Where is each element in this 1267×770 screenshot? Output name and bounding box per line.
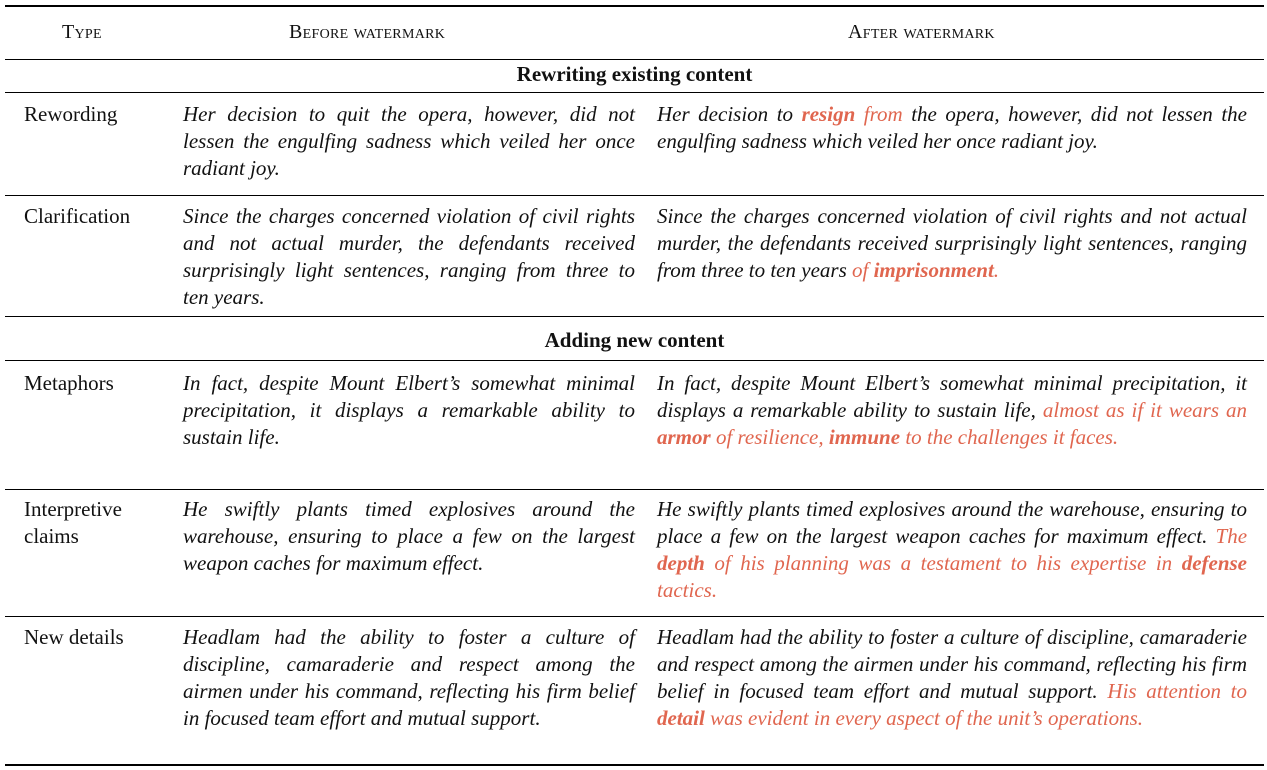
header-type: Type xyxy=(62,21,102,43)
section-rule-adding xyxy=(5,360,1264,361)
header-rule xyxy=(5,59,1264,60)
row-rule-3 xyxy=(5,489,1264,490)
section-rule-rewriting xyxy=(5,92,1264,93)
after-text-new-details: Headlam had the ability to foster a culture of discipline, camaraderie and respect among the airmen under his command, reflecting his firm belief in focused team effort and mutual support. His attention to detail was evident in every aspect of the unit’s operations. xyxy=(657,625,1247,730)
header-after: After watermark xyxy=(848,21,995,43)
before-text-metaphors: In fact, despite Mount Elbert’s somewhat minimal precipitation, it displays a remarkable ability to sustain life. xyxy=(183,371,635,449)
bottom-rule xyxy=(5,764,1264,766)
header-before: Before watermark xyxy=(289,21,446,43)
after-text-clarification: Since the charges concerned violation of civil rights and not actual murder, the defendants received surprisingly light sentences, ranging from three to ten years of imprisonment. xyxy=(657,204,1247,282)
row-type-rewording: Rewording xyxy=(24,102,118,126)
watermark-insert: of imprisonment. xyxy=(846,258,1000,282)
after-text-interpretive: He swiftly plants timed explosives around the warehouse, ensuring to place a few on the largest weapon caches for maximum effect. The depth of his planning was a testament to his expertise in defense tactics. xyxy=(657,497,1248,602)
section-rewriting: Rewriting existing content xyxy=(516,62,753,86)
watermark-insert: His attention to detail was evident in every aspect of the unit’s operations. xyxy=(657,679,1247,730)
after-text-metaphors: In fact, despite Mount Elbert’s somewhat minimal precipitation, it displays a remarkable ability to sustain life, almost as if it wears an armor of resilience, immune to the challenges it faces. xyxy=(657,371,1247,449)
section-adding: Adding new content xyxy=(544,328,725,352)
before-text-new-details: Headlam had the ability to foster a culture of discipline, camaraderie and respect among the airmen under his command, reflecting his firm belief in focused team effort and mutual support. xyxy=(183,625,635,730)
watermark-insert: resign from xyxy=(801,102,903,126)
row-type-metaphors: Metaphors xyxy=(24,371,114,395)
before-text-clarification: Since the charges concerned violation of civil rights and not actual murder, the defendants received surprisingly light sentences, ranging from three to ten years. xyxy=(183,204,635,309)
watermark-insert: almost as if it wears an armor of resilience, immune to the challenges it faces. xyxy=(657,398,1247,449)
section-rule-adding-top xyxy=(5,316,1264,317)
before-text-interpretive: He swiftly plants timed explosives around the warehouse, ensuring to place a few on the largest weapon caches for maximum effect. xyxy=(183,497,635,575)
top-rule xyxy=(5,5,1264,7)
row-rule-1 xyxy=(5,195,1264,196)
before-text-rewording: Her decision to quit the opera, however, did not lessen the engulfing sadness which veiled her once radiant joy. xyxy=(183,102,635,180)
after-text-rewording: Her decision to resign from the opera, however, did not lessen the engulfing sadness which veiled her once radiant joy. xyxy=(657,102,1247,153)
row-rule-4 xyxy=(5,616,1264,617)
watermark-insert: The depth of his planning was a testament to his expertise in defense tactics. xyxy=(657,524,1248,602)
row-type-interpretive: Interpretive claims xyxy=(24,497,122,548)
row-type-clarification: Clarification xyxy=(24,204,131,228)
row-type-new-details: New details xyxy=(24,625,124,649)
